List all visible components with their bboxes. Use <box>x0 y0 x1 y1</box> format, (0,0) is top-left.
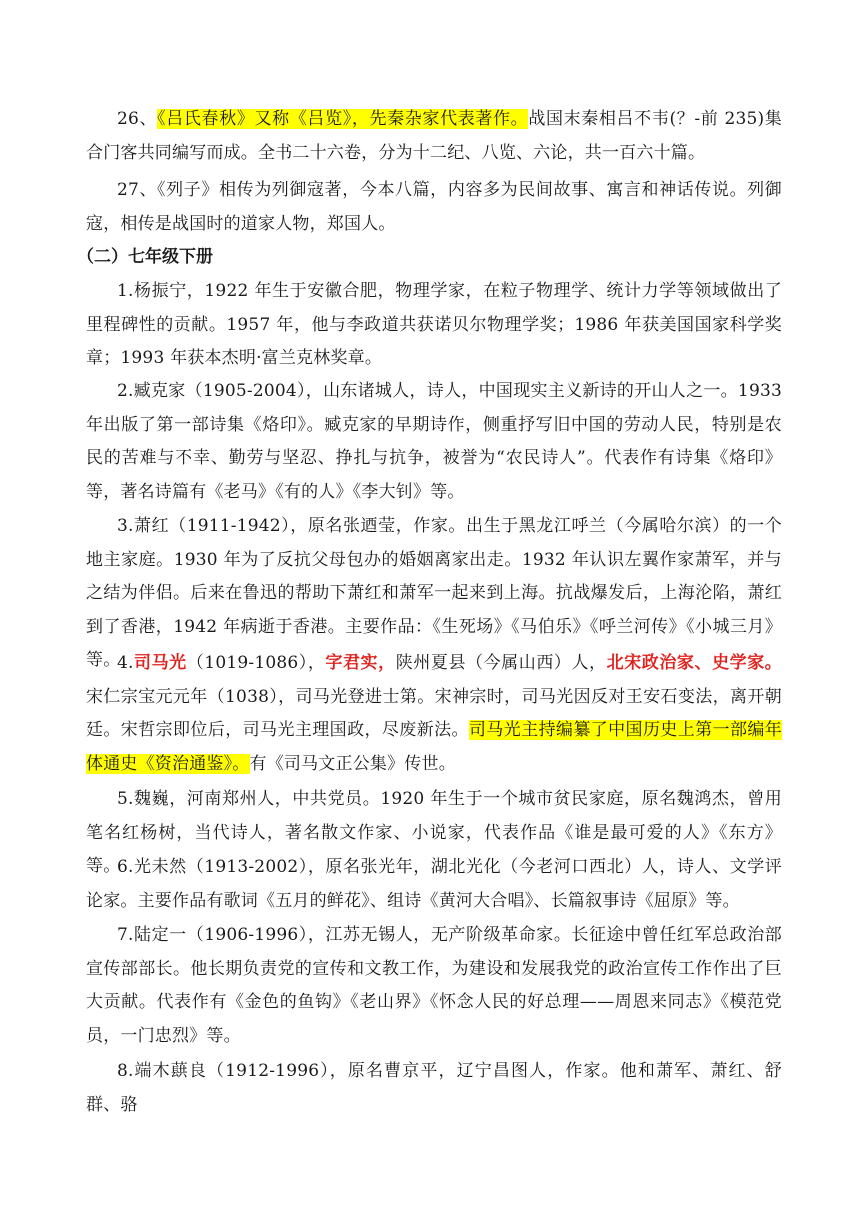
paragraph-5: 5.魏巍，河南郑州人，中共党员。1920 年生于一个城市贫民家庭，原名魏鸿杰，曾用笔名红杨树，当代诗人，著名散文作家、小说家，代表作品《谁是最可爱的人》《东方》等。 <box>86 789 782 877</box>
p4-role: 北宋政治家、史学家。 <box>606 653 782 673</box>
item-26-number: 26、 <box>117 109 158 129</box>
paragraph-2: 2.臧克家（1905-2004），山东诸城人，诗人，中国现实主义新诗的开山人之一。1933 年出版了第一部诗集《烙印》。臧克家的早期诗作，侧重抒写旧中国的劳动人民，特别是农民的苦难与不幸、勤劳与坚忍、挣扎与抗争，被誉为“农民诗人”。代表作有诗集《烙印》等，著名诗篇有《老马》《有的人》《李大钊》等。 <box>86 381 782 502</box>
p4-tail: 有《司马文正公集》传世。 <box>249 753 456 774</box>
section-heading: （二）七年级下册 <box>77 247 213 267</box>
item-26 <box>86 103 782 170</box>
p4-bio: 宋仁宗宝元元年（1038），司马光登进士第。宋神宗时，司马光因反对王安石变法，离开朝廷。宋哲宗即位后，司马光主理国政，尽废新法。 <box>86 686 782 741</box>
item-27: 27、《列子》相传为列御寇著，今本八篇，内容多为民间故事、寓言和神话传说。列御寇，相传是战国时的道家人物，郑国人。 <box>86 180 782 234</box>
p4-courtesy-name: 字君实， <box>325 653 396 673</box>
p4-origin: 陕州夏县（今属山西）人， <box>395 653 607 673</box>
p4-highlight: 司马光主持编纂了中国历史上第一部编年体通史《资治通鉴》。 <box>86 720 782 774</box>
item-26-text: 战国末秦相吕不韦(？-前 235)集合门客共同编写而成。全书二十六卷，分为十二纪、八览、六论，共一百六十篇。 <box>86 109 782 163</box>
paragraph-6: 6.光未然（1913-2002），原名张光年，湖北光化（今老河口西北）人，诗人、文学评论家。主要作品有歌词《五月的鲜花》、组诗《黄河大合唱》、长篇叙事诗《屈原》等。 <box>86 857 782 911</box>
p4-dates: （1019-1086）， <box>186 653 326 673</box>
paragraph-3: 3.萧红（1911-1942），原名张迺莹，作家。出生于黑龙江呼兰（今属哈尔滨）的一个地主家庭。1930 年为了反抗父母包办的婚姻离家出走。1932 年认识左翼作家萧军，并与之结为伴侣。后来在鲁迅的帮助下萧红和萧军一起来到上海。抗战爆发后，上海沦陷，萧红到了香港，1942 年病逝于香港。主要作品：《生死场》《马伯乐》《呼兰河传》《小城三月》等。 <box>86 516 782 671</box>
p4-number: 4. <box>117 653 134 673</box>
paragraph-1: 1.杨振宁，1922 年生于安徽合肥，物理学家，在粒子物理学、统计力学等领域做出了里程碑性的贡献。1957 年，他与李政道共获诺贝尔物理学奖；1986 年获美国国家科学奖章；1993 年获本杰明·富兰克林奖章。 <box>86 281 782 369</box>
paragraph-7: 7.陆定一（1906-1996），江苏无锡人，无产阶级革命家。长征途中曾任红军总政治部宣传部部长。他长期负责党的宣传和文教工作，为建设和发展我党的政治宣传工作作出了巨大贡献。代表作有《金色的鱼钩》《老山界》《怀念人民的好总理——周恩来同志》《模范党员，一门忠烈》等。 <box>86 925 782 1046</box>
paragraph-8: 8.端木蕻良（1912-1996），原名曹京平，辽宁昌图人，作家。他和萧军、萧红、舒群、骆 <box>86 1061 782 1115</box>
item-26-highlight: 《吕氏春秋》又称《吕览》，先秦杂家代表著作。 <box>157 109 529 129</box>
p4-name: 司马光 <box>133 653 187 673</box>
paragraph-4 <box>86 647 782 781</box>
